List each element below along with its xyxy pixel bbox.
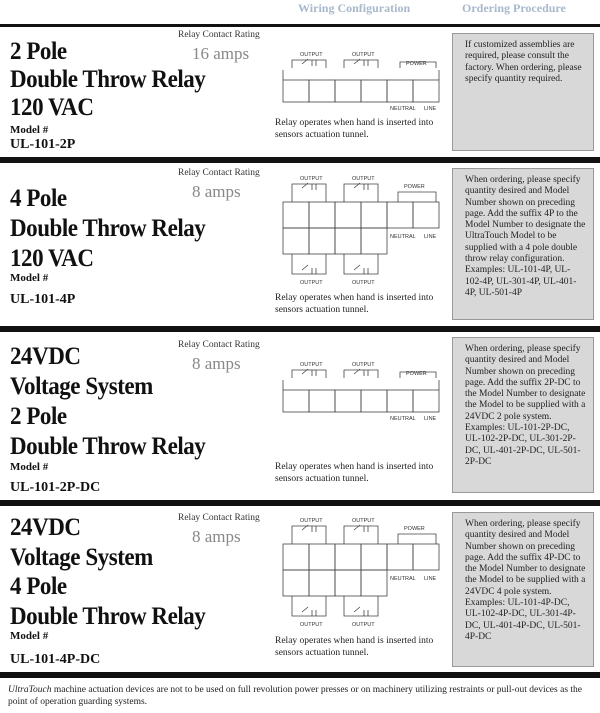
- model-number: UL-101-4P: [10, 292, 76, 307]
- relay-rating-label: Relay Contact Rating: [178, 340, 260, 350]
- relay-note: Relay operates when hand is inserted into sensors actuation tunnel.: [275, 293, 434, 315]
- section-title-line: 4 Pole: [10, 573, 67, 600]
- diagram-output-label: OUTPUT: [300, 362, 323, 368]
- footer-text: machine actuation devices are not to be used on full revolution power presses or on machinery utilizing restraints or pull-out devices as the point of operation guarding systems.: [8, 685, 582, 707]
- diagram-output-label: OUTPUT: [300, 52, 323, 58]
- section-title-line: Double Throw Relay: [10, 603, 206, 630]
- divider: [0, 326, 600, 332]
- diagram-power-label: POWER: [406, 61, 427, 67]
- diagram-line-label: LINE: [424, 106, 437, 112]
- relay-rating-value: 8 amps: [192, 527, 241, 546]
- wiring-diagram-2pole: [278, 50, 444, 112]
- section-title-line: Double Throw Relay: [10, 433, 206, 460]
- diagram-line-label: LINE: [424, 576, 437, 582]
- ordering-procedure-box: When ordering, please specify quantity desired and Model Number shown on preceding page. Add the suffix 4P to the Model Number to designate the UltraTouch Model to be supplied with a 4 pole double throw relay configuration. Examples: UL-101-4P, UL-102-4P, UL-301-4P, UL-401-4P, UL-501-4P: [452, 168, 594, 320]
- relay-rating-value: 8 amps: [192, 182, 241, 201]
- diagram-power-label: POWER: [404, 526, 425, 532]
- model-label: Model #: [10, 630, 49, 642]
- model-label: Model #: [10, 272, 49, 284]
- section-title-line: 4 Pole: [10, 185, 67, 212]
- diagram-line-label: LINE: [424, 416, 437, 422]
- diagram-output-label: OUTPUT: [300, 518, 323, 524]
- divider: [0, 500, 600, 506]
- diagram-output-label: OUTPUT: [300, 280, 323, 286]
- diagram-output-label: OUTPUT: [352, 52, 375, 58]
- ordering-procedure-box: When ordering, please specify quantity desired and Model Number shown on preceding page. Add the suffix 4P-DC to the Model Number to designate the Model to be supplied with a 24VDC 4 pole system. Examples: UL-101-4P-DC, UL-102-4P-DC, UL-301-4P-DC, UL-401-4P-DC, UL-501-4P-DC: [452, 512, 594, 667]
- relay-note: Relay operates when hand is inserted into sensors actuation tunnel.: [275, 118, 434, 140]
- model-number: UL-101-2P-DC: [10, 480, 101, 495]
- diagram-power-label: POWER: [406, 371, 427, 377]
- diagram-output-label: OUTPUT: [352, 280, 375, 286]
- ordering-procedure-heading: Ordering Procedure: [462, 1, 566, 15]
- section-title-line: 120 VAC: [10, 245, 94, 272]
- section-title-line: Voltage System: [10, 373, 153, 400]
- diagram-neutral-label: NEUTRAL: [390, 234, 416, 240]
- brand-name: UltraTouch: [8, 685, 52, 695]
- wiring-config-heading: Wiring Configuration: [298, 1, 411, 15]
- diagram-neutral-label: NEUTRAL: [390, 416, 416, 422]
- wiring-diagram-2pole: [278, 360, 444, 422]
- diagram-output-label: OUTPUT: [352, 362, 375, 368]
- section-title-line: Double Throw Relay: [10, 66, 206, 93]
- section-title-line: 24VDC: [10, 343, 81, 370]
- relay-note: Relay operates when hand is inserted into sensors actuation tunnel.: [275, 636, 434, 658]
- relay-note: Relay operates when hand is inserted into sensors actuation tunnel.: [275, 462, 434, 484]
- wiring-diagram-4pole: [278, 514, 444, 629]
- section-title-line: 2 Pole: [10, 38, 67, 65]
- safety-footer: [8, 684, 594, 708]
- diagram-output-label: OUTPUT: [300, 176, 323, 182]
- diagram-output-label: OUTPUT: [352, 518, 375, 524]
- ordering-procedure-box: When ordering, please specify quantity desired and Model Number shown on preceding page. Add the suffix 2P-DC to the Model Number to designate the Model to be supplied with a 24VDC 2 pole system. Examples: UL-101-2P-DC, UL-102-2P-DC, UL-301-2P-DC, UL-401-2P-DC, UL-501-2P-DC: [452, 337, 594, 493]
- relay-rating-label: Relay Contact Rating: [178, 168, 260, 178]
- model-number: UL-101-2P: [10, 137, 76, 152]
- diagram-neutral-label: NEUTRAL: [390, 576, 416, 582]
- model-number: UL-101-4P-DC: [10, 652, 101, 667]
- diagram-line-label: LINE: [424, 234, 437, 240]
- relay-rating-value: 8 amps: [192, 354, 241, 373]
- diagram-output-label: OUTPUT: [352, 176, 375, 182]
- diagram-neutral-label: NEUTRAL: [390, 106, 416, 112]
- header: [0, 0, 600, 22]
- diagram-power-label: POWER: [404, 184, 425, 190]
- diagram-output-label: OUTPUT: [352, 622, 375, 628]
- section-title-line: Double Throw Relay: [10, 215, 206, 242]
- divider: [0, 672, 600, 678]
- relay-rating-label: Relay Contact Rating: [178, 30, 260, 40]
- ordering-procedure-box: If customized assemblies are required, please consult the factory. When ordering, please specify quantity required.: [452, 33, 594, 151]
- model-label: Model #: [10, 461, 49, 473]
- section-title-line: 2 Pole: [10, 403, 67, 430]
- relay-rating-label: Relay Contact Rating: [178, 513, 260, 523]
- divider: [0, 24, 600, 27]
- divider: [0, 157, 600, 163]
- model-label: Model #: [10, 124, 49, 136]
- section-title-line: 24VDC: [10, 514, 81, 541]
- section-title-line: Voltage System: [10, 544, 153, 571]
- diagram-output-label: OUTPUT: [300, 622, 323, 628]
- wiring-diagram-4pole: [278, 172, 444, 287]
- section-title-line: 120 VAC: [10, 94, 94, 121]
- relay-rating-value: 16 amps: [192, 44, 250, 63]
